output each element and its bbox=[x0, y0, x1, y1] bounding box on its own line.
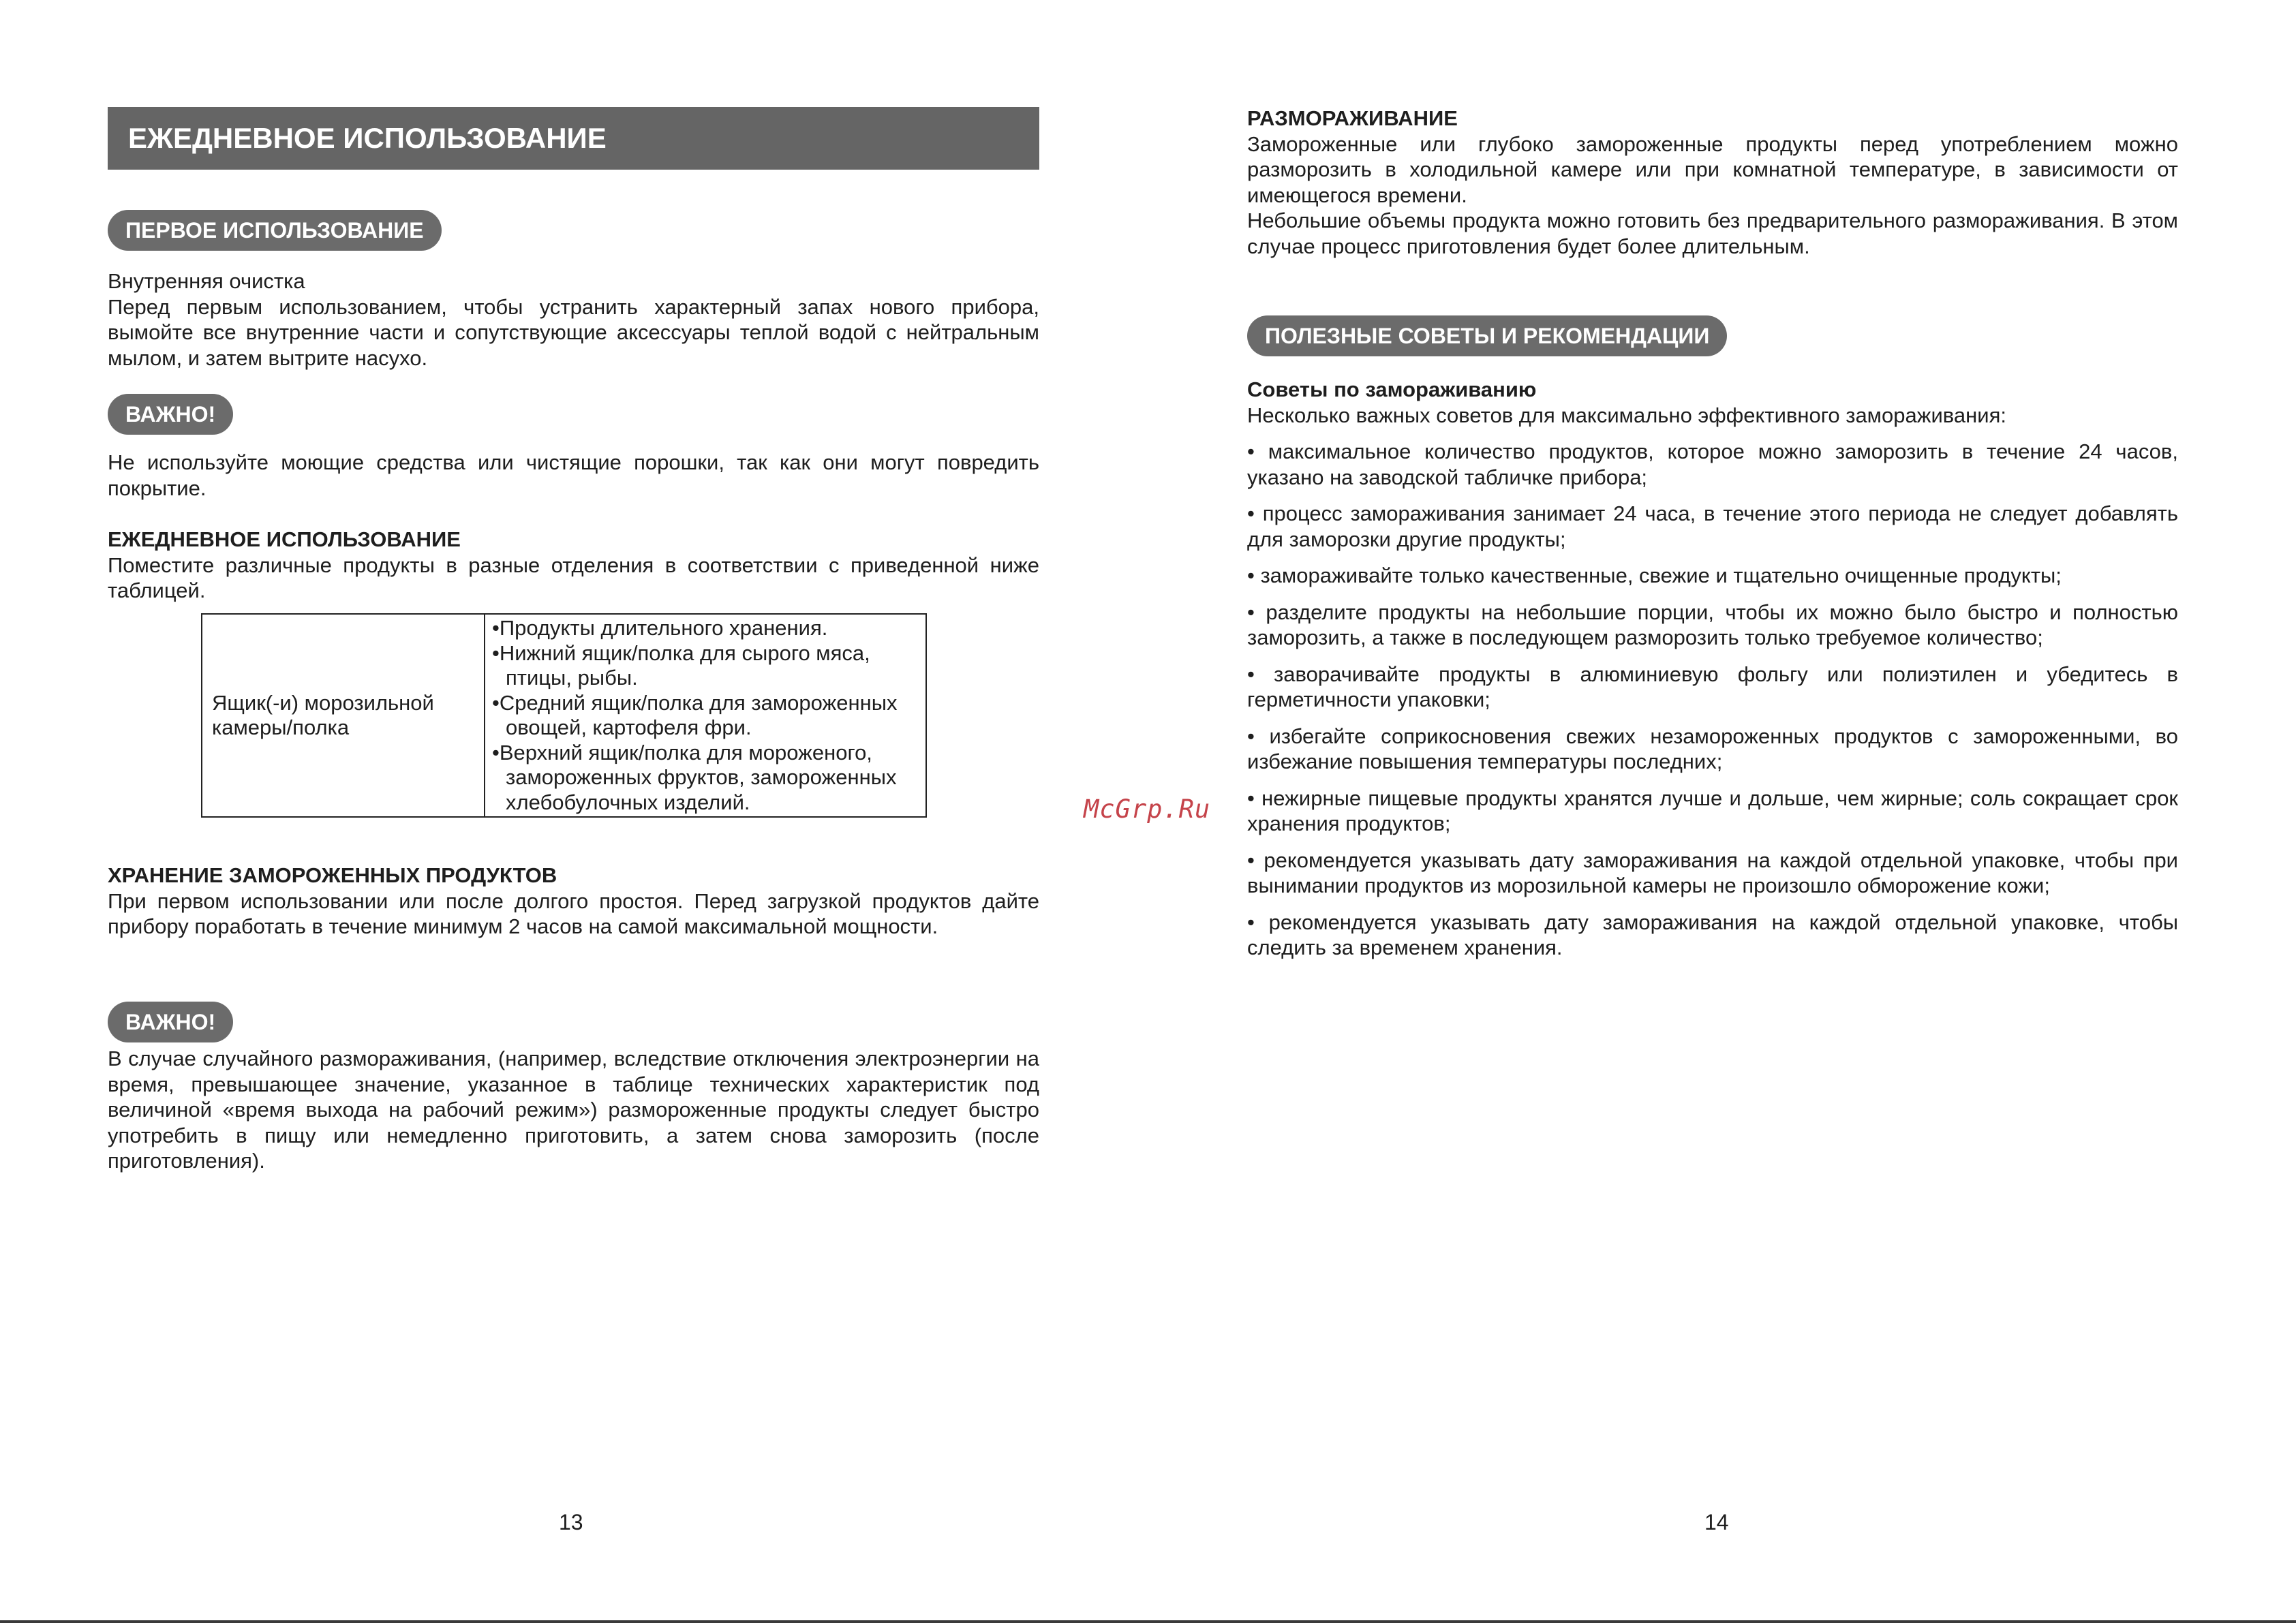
important-text-2: В случае случайного размораживания, (например, вследствие отключения электроэнергии на время, превышающее значение, указанное в таблице технических характеристик под величиной «время выхода на рабочий режим») размороженные продукты следует быстро употребить в пищу или немедленно приготовить, а затем снова заморозить (после приготовления). bbox=[108, 1047, 1039, 1173]
list-item: • разделите продукты на небольшие порции, чтобы их можно было быстро и полностью заморозить, а также в последующем разморозить только требуемое количество; bbox=[1247, 600, 2178, 649]
important-text-1: Не используйте моющие средства или чистящие порошки, так как они могут повредить покрытие. bbox=[108, 450, 1039, 500]
first-use-label: ПЕРВОЕ ИСПОЛЬЗОВАНИЕ bbox=[108, 210, 442, 251]
table-item: •Верхний ящик/полка для мороженого, замороженных фруктов, замороженных хлебобулочных изделий. bbox=[492, 740, 897, 814]
frozen-storage-text: При первом использовании или после долгого простоя. Перед загрузкой продуктов дайте прибору поработать в течение минимум 2 часов на самой максимальной мощности. bbox=[108, 888, 1039, 938]
tips-heading: Советы по замораживанию bbox=[1247, 377, 1537, 401]
daily-use-heading: ЕЖЕДНЕВНОЕ ИСПОЛЬЗОВАНИЕ bbox=[108, 527, 461, 551]
left-page bbox=[0, 0, 1145, 1623]
frozen-storage-heading: ХРАНЕНИЕ ЗАМОРОЖЕННЫХ ПРОДУКТОВ bbox=[108, 863, 557, 887]
first-use-text: Перед первым использованием, чтобы устранить характерный запах нового прибора, вымойте все внутренние части и сопутствующие аксессуары теплой водой с нейтральным мылом, и затем вытрите насухо. bbox=[108, 294, 1039, 370]
main-title: ЕЖЕДНЕВНОЕ ИСПОЛЬЗОВАНИЕ bbox=[108, 107, 1039, 170]
first-use-section bbox=[108, 268, 1039, 371]
daily-use-text: Поместите различные продукты в разные отделения в соответствии с приведенной ниже таблицей. bbox=[108, 553, 1039, 602]
list-item: • процесс замораживания занимает 24 часа, в течение этого периода не следует добавлять для заморозки другие продукты; bbox=[1247, 501, 2178, 551]
defrosting-text-1: Замороженные или глубоко замороженные продукты перед употреблением можно разморозить в холодильной камере или при комнатной температуре, в зависимости от имеющегося времени. bbox=[1247, 132, 2178, 207]
tips-intro-section bbox=[1247, 377, 2178, 428]
page-number-left: 13 bbox=[559, 1510, 583, 1534]
important-label-2: ВАЖНО! bbox=[108, 1002, 233, 1042]
table-item: •Продукты длительного хранения. bbox=[492, 616, 828, 640]
daily-use-section bbox=[108, 527, 1039, 604]
list-item: • избегайте соприкосновения свежих незамороженных продуктов с замороженными, во избежание повышения температуры последних; bbox=[1247, 724, 2178, 773]
table-label-cell: Ящик(-и) морозильной камеры/полка bbox=[202, 614, 485, 817]
defrosting-section bbox=[1247, 106, 2178, 259]
list-item: • рекомендуется указывать дату замораживания на каждой отдельной упаковке, чтобы при вынимании продуктов из морозильной камеры не произошло обморожение кожи; bbox=[1247, 848, 2178, 897]
bottom-divider bbox=[0, 1620, 2296, 1623]
page-number-right: 14 bbox=[1704, 1510, 1729, 1534]
list-item: • максимальное количество продуктов, которое можно заморозить в течение 24 часов, указано на заводской табличке прибора; bbox=[1247, 439, 2178, 489]
defrosting-heading: РАЗМОРАЖИВАНИЕ bbox=[1247, 106, 1458, 130]
frozen-storage-section bbox=[108, 863, 1039, 940]
defrosting-text-2: Небольшие объемы продукта можно готовить без предварительного размораживания. В этом случае процесс приготовления будет более длительным. bbox=[1247, 208, 2178, 258]
first-use-subtitle: Внутренняя очистка bbox=[108, 269, 305, 293]
important-label-1: ВАЖНО! bbox=[108, 394, 233, 435]
tips-list bbox=[1247, 439, 2178, 972]
table-row bbox=[202, 614, 926, 817]
tips-intro: Несколько важных советов для максимально эффективного замораживания: bbox=[1247, 403, 2006, 427]
list-item: • нежирные пищевые продукты хранятся лучше и дольше, чем жирные; соль сокращает срок хранения продуктов; bbox=[1247, 786, 2178, 835]
storage-table bbox=[201, 613, 927, 818]
watermark: McGrp.Ru bbox=[1084, 794, 1211, 824]
tips-label: ПОЛЕЗНЫЕ СОВЕТЫ И РЕКОМЕНДАЦИИ bbox=[1247, 315, 1727, 356]
table-item: •Средний ящик/полка для замороженных овощей, картофеля фри. bbox=[492, 690, 898, 739]
list-item: • заворачивайте продукты в алюминиевую фольгу или полиэтилен и убедитесь в герметичности упаковки; bbox=[1247, 662, 2178, 711]
list-item: • рекомендуется указывать дату замораживания на каждой отдельной упаковке, чтобы следить за временем хранения. bbox=[1247, 910, 2178, 959]
table-list-cell bbox=[485, 614, 926, 817]
right-page bbox=[1145, 0, 2296, 1623]
table-item: •Нижний ящик/полка для сырого мяса, птицы, рыбы. bbox=[492, 640, 870, 690]
list-item: • замораживайте только качественные, свежие и тщательно очищенные продукты; bbox=[1247, 563, 2062, 587]
